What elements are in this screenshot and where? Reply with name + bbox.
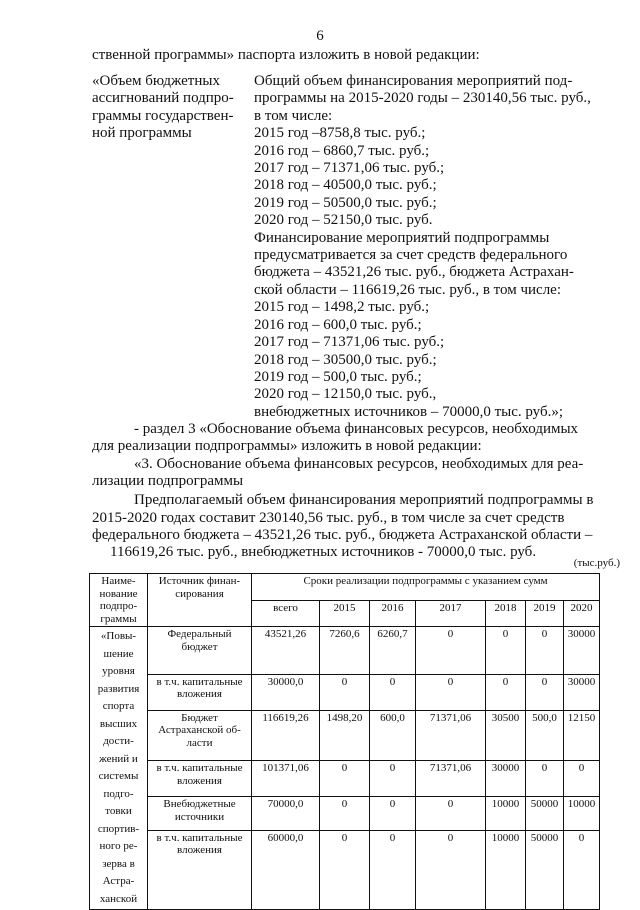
right-line: 2017 год – 71371,06 тыс. руб.; (254, 160, 445, 177)
table-row (90, 710, 600, 760)
budget-table (89, 573, 600, 910)
right-line: 2019 год – 500,0 тыс. руб.; (254, 368, 422, 385)
value-cell: 600,0 (370, 710, 416, 760)
right-line: внебюджетных источников – 70000,0 тыс. руб.»; (254, 403, 564, 420)
left-line-2: ассигнований подпро- (92, 90, 234, 107)
value-cell: 30000 (564, 627, 600, 675)
value-cell: 7260,6 (320, 627, 370, 675)
value-cell: 50000 (526, 830, 564, 909)
value-cell: 12150 (564, 710, 600, 760)
right-line: Финансирование мероприятий подпрограммы (254, 229, 550, 246)
source-cell: в т.ч. капитальные вложения (148, 761, 252, 797)
right-line: 2017 год – 71371,06 тыс. руб.; (254, 334, 445, 351)
value-cell: 71371,06 (416, 710, 486, 760)
source-cell: Федеральный бюджет (148, 627, 252, 675)
section3-line-2: для реализации подпрограммы» изложить в новой редакции: (92, 438, 482, 454)
value-cell: 0 (526, 674, 564, 710)
year-header: 2016 (370, 600, 416, 627)
passport-right-column (254, 73, 598, 421)
value-cell: 6260,7 (370, 627, 416, 675)
value-cell: 30000,0 (252, 674, 320, 710)
year-header: 2015 (320, 600, 370, 627)
value-cell: 30000 (564, 674, 600, 710)
col-source-header: Источник финан-сирования (148, 574, 252, 627)
right-line: 2015 год – 1498,2 тыс. руб.; (254, 299, 430, 316)
left-line-3: граммы государствен- (92, 107, 234, 124)
year-header: всего (252, 600, 320, 627)
year-header: 2018 (486, 600, 526, 627)
left-line-1: «Объем бюджетных (92, 73, 220, 89)
table-row (90, 674, 600, 710)
right-line: 2019 год – 50500,0 тыс. руб.; (254, 194, 437, 211)
section3-line-6: 2015-2020 годах составит 230140,56 тыс. руб., в том числе за счет средств (92, 510, 565, 526)
section3-line-1: - раздел 3 «Обоснование объема финансовых ресурсов, необходимых (134, 421, 579, 437)
value-cell: 30000 (486, 761, 526, 797)
right-line: ской области – 116619,26 тыс. руб., в том числе: (254, 281, 562, 298)
value-cell: 0 (564, 830, 600, 909)
value-cell: 0 (320, 830, 370, 909)
right-line: 2018 год – 30500,0 тыс. руб.; (254, 351, 437, 368)
value-cell: 0 (370, 761, 416, 797)
table-row (90, 761, 600, 797)
right-line: бюджета – 43521,26 тыс. руб., бюджета Астрахан- (254, 264, 574, 281)
intro-line: ственной программы» паспорта изложить в новой редакции: (92, 47, 480, 63)
source-cell: Внебюджетные источники (148, 797, 252, 831)
right-line: 2016 год – 6860,7 тыс. руб.; (254, 142, 430, 159)
value-cell: 0 (320, 797, 370, 831)
value-cell: 10000 (486, 797, 526, 831)
value-cell: 0 (486, 674, 526, 710)
group-header: Сроки реализации подпрограммы с указанием сумм (252, 574, 600, 601)
value-cell: 50000 (526, 797, 564, 831)
table-row (90, 797, 600, 831)
value-cell: 0 (486, 627, 526, 675)
section3-line-8: 116619,26 тыс. руб., внебюджетных источников - 70000,0 тыс. руб. (110, 544, 537, 560)
value-cell: 0 (564, 761, 600, 797)
source-cell: Бюджет Астраханской об-ласти (148, 710, 252, 760)
value-cell: 0 (370, 674, 416, 710)
value-cell: 0 (416, 797, 486, 831)
value-cell: 70000,0 (252, 797, 320, 831)
right-line: в том числе: (254, 107, 333, 124)
passport-left-column (92, 73, 244, 143)
right-line: 2016 год – 600,0 тыс. руб.; (254, 316, 422, 333)
year-header: 2019 (526, 600, 564, 627)
section3-line-5: Предполагаемый объем финансирования мероприятий подпрограммы в (134, 492, 594, 508)
table-row (90, 830, 600, 909)
table-row (90, 627, 600, 675)
right-line: программы на 2015-2020 годы – 230140,56 тыс. руб., (254, 90, 591, 107)
value-cell: 30500 (486, 710, 526, 760)
section3-line-7: федерального бюджета – 43521,26 тыс. руб., бюджета Астраханской области – (92, 527, 593, 543)
page-number: 6 (316, 28, 324, 44)
right-line: предусматривается за счет средств федерального (254, 247, 568, 264)
value-cell: 0 (526, 627, 564, 675)
value-cell: 0 (370, 797, 416, 831)
right-line: 2020 год – 12150,0 тыс. руб., (254, 386, 437, 403)
value-cell: 1498,20 (320, 710, 370, 760)
value-cell: 0 (416, 627, 486, 675)
value-cell: 101371,06 (252, 761, 320, 797)
value-cell: 60000,0 (252, 830, 320, 909)
source-cell: в т.ч. капитальные вложения (148, 674, 252, 710)
left-line-4: ной программы (92, 125, 192, 142)
value-cell: 116619,26 (252, 710, 320, 760)
value-cell: 0 (320, 674, 370, 710)
value-cell: 0 (416, 830, 486, 909)
value-cell: 0 (526, 761, 564, 797)
unit-label: (тыс.руб.) (573, 557, 620, 569)
year-header: 2017 (416, 600, 486, 627)
section3-line-3: «3. Обоснование объема финансовых ресурсов, необходимых для реа- (134, 456, 584, 472)
section3-line-4: лизации подпрограммы (92, 473, 244, 489)
right-line: Общий объем финансирования мероприятий под- (254, 73, 573, 89)
table-header-row (90, 574, 600, 601)
right-line: 2020 год – 52150,0 тыс. руб. (254, 212, 433, 229)
value-cell: 10000 (486, 830, 526, 909)
right-line: 2015 год –8758,8 тыс. руб.; (254, 125, 426, 142)
value-cell: 43521,26 (252, 627, 320, 675)
value-cell: 71371,06 (416, 761, 486, 797)
value-cell: 0 (370, 830, 416, 909)
right-line: 2018 год – 40500,0 тыс. руб.; (254, 177, 437, 194)
value-cell: 0 (320, 761, 370, 797)
year-header: 2020 (564, 600, 600, 627)
value-cell: 0 (416, 674, 486, 710)
value-cell: 10000 (564, 797, 600, 831)
col-name-header: Наиме-нование подпро-граммы (90, 574, 148, 627)
program-name: «Повы-шение уровня развития спорта высших дости-жений и системы подго-товки спортив-ного ре-зерва в Астра-ханской (90, 627, 148, 910)
source-cell: в т.ч. капитальные вложения (148, 830, 252, 909)
value-cell: 500,0 (526, 710, 564, 760)
